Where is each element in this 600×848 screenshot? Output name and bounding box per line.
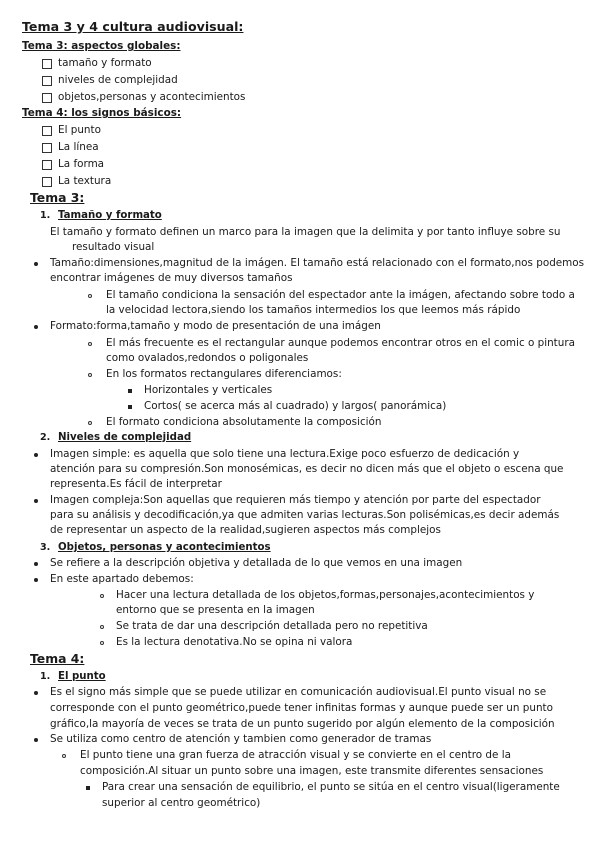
checkbox-icon[interactable]	[42, 76, 52, 86]
section-title-niveles: Niveles de complejidad	[58, 432, 192, 443]
overview-item: objetos,personas y acontecimientos	[58, 91, 246, 103]
checkbox-icon[interactable]	[42, 143, 52, 153]
paragraph-line: El tamaño y formato definen un marco para la imagen que la delimita y por tanto influye sobre su	[50, 226, 561, 238]
overview-item: La textura	[58, 175, 112, 187]
sub-bullet-text: la velocidad lectora,siendo los tamaños intermedios los que leemos más rápido	[106, 304, 521, 316]
bullet-icon	[34, 738, 38, 742]
checkbox-icon[interactable]	[42, 177, 52, 187]
section-number: 3.	[40, 542, 51, 553]
square-bullet-icon	[128, 389, 132, 393]
list-item: Para crear una sensación de equilibrio, el punto se sitúa en el centro visual(ligeramente	[102, 781, 560, 793]
overview-tema4-heading: Tema 4: los signos básicos:	[22, 107, 182, 119]
bullet-text: representa.Es fácil de interpretar	[50, 478, 222, 490]
paragraph-line: resultado visual	[72, 241, 155, 253]
bullet-text: Tamaño:dimensiones,magnitud de la imágen. El tamaño está relacionado con el formato,nos podemos	[50, 257, 585, 269]
bullet-text: gráfico,la mayoría de veces se trata de un punto sugerido por algún elemento de la composición	[50, 718, 555, 730]
sub-bullet-text: Es la lectura denotativa.No se opina ni valora	[116, 636, 353, 648]
sub-bullet-text: El tamaño condiciona la sensación del espectador ante la imágen, afectando sobre todo a	[106, 289, 575, 301]
checkbox-icon[interactable]	[42, 126, 52, 136]
bullet-icon	[34, 578, 38, 582]
sub-bullet-text: El más frecuente es el rectangular aunque podemos encontrar otros en el comic o pintura	[106, 337, 575, 349]
bullet-icon	[34, 325, 38, 329]
sub-bullet-text: como ovalados,redondos o poligonales	[106, 352, 309, 364]
sub-bullet-text: entorno que se presenta en la imagen	[116, 604, 315, 616]
sub-bullet-icon	[88, 421, 92, 425]
sub-bullet-text: En los formatos rectangulares diferenciamos:	[106, 368, 342, 380]
bullet-text: de representar un aspecto de la realidad,sugieren aspectos más complejos	[50, 524, 441, 536]
page-title: Tema 3 y 4 cultura audiovisual:	[22, 19, 244, 34]
list-item: Horizontales y verticales	[144, 384, 273, 396]
sub-bullet-icon	[88, 373, 92, 377]
sub-bullet-text: Hacer una lectura detallada de los objetos,formas,personajes,acontecimientos y	[116, 589, 535, 601]
sub-bullet-icon	[88, 342, 92, 346]
section-title-objetos: Objetos, personas y acontecimientos	[58, 542, 271, 553]
bullet-text: para su análisis y decodificación,ya que admiten varias lecturas.Son polisémicas,es decir además	[50, 509, 560, 521]
overview-item: La forma	[58, 158, 105, 170]
bullet-text: atención para su compresión.Son monosémicas, es decir no dicen más que el objeto o escena que	[50, 463, 564, 475]
sub-bullet-icon	[88, 294, 92, 298]
bullet-icon	[34, 499, 38, 503]
overview-item: La línea	[58, 141, 99, 153]
sub-bullet-icon	[100, 641, 104, 645]
list-item: Cortos( se acerca más al cuadrado) y largos( panorámica)	[144, 400, 447, 412]
sub-bullet-icon	[100, 594, 104, 598]
square-bullet-icon	[128, 405, 132, 409]
section-title-tamano: Tamaño y formato	[58, 210, 162, 221]
checkbox-icon[interactable]	[42, 59, 52, 69]
sub-bullet-text: El punto tiene una gran fuerza de atracción visual y se convierte en el centro de la	[80, 749, 511, 761]
bullet-text: En este apartado debemos:	[50, 573, 194, 585]
overview-item: niveles de complejidad	[58, 74, 178, 86]
bullet-icon	[34, 691, 38, 695]
bullet-text: corresponde con el punto geométrico,puede tener infinitas formas y aunque puede ser un punto	[50, 702, 553, 714]
sub-bullet-icon	[100, 625, 104, 629]
tema4-heading: Tema 4:	[30, 651, 85, 666]
bullet-icon	[34, 453, 38, 457]
square-bullet-icon	[86, 786, 90, 790]
checkbox-icon[interactable]	[42, 160, 52, 170]
sub-bullet-text: composición.Al situar un punto sobre una imagen, este transmite diferentes sensaciones	[80, 765, 544, 777]
section-number: 1.	[40, 671, 51, 682]
sub-bullet-icon	[62, 754, 66, 758]
section-number: 1.	[40, 210, 51, 221]
sub-bullet-text: Se trata de dar una descripción detallada pero no repetitiva	[116, 620, 428, 632]
bullet-icon	[34, 262, 38, 266]
overview-item: El punto	[58, 124, 101, 136]
section-title-punto: El punto	[58, 671, 106, 682]
bullet-text: Se refiere a la descripción objetiva y detallada de lo que vemos en una imagen	[50, 557, 463, 569]
bullet-text: Imagen simple: es aquella que solo tiene una lectura.Exige poco esfuerzo de dedicación y	[50, 448, 520, 460]
checkbox-icon[interactable]	[42, 93, 52, 103]
bullet-text: Imagen compleja:Son aquellas que requieren más tiempo y atención por parte del espectador	[50, 494, 541, 506]
bullet-text: Es el signo más simple que se puede utilizar en comunicación audiovisual.El punto visual no se	[50, 686, 547, 698]
bullet-text: encontrar imágenes de muy diversos tamaños	[50, 272, 293, 284]
bullet-icon	[34, 562, 38, 566]
sub-bullet-text: El formato condiciona absolutamente la composición	[106, 416, 382, 428]
overview-item: tamaño y formato	[58, 57, 152, 69]
bullet-text: Se utiliza como centro de atención y tambien como generador de tramas	[50, 733, 432, 745]
tema3-heading: Tema 3:	[30, 190, 85, 205]
list-item: superior al centro geométrico)	[102, 797, 261, 809]
section-number: 2.	[40, 432, 51, 443]
bullet-text: Formato:forma,tamaño y modo de presentación de una imágen	[50, 320, 381, 332]
overview-tema3-heading: Tema 3: aspectos globales:	[22, 40, 181, 52]
